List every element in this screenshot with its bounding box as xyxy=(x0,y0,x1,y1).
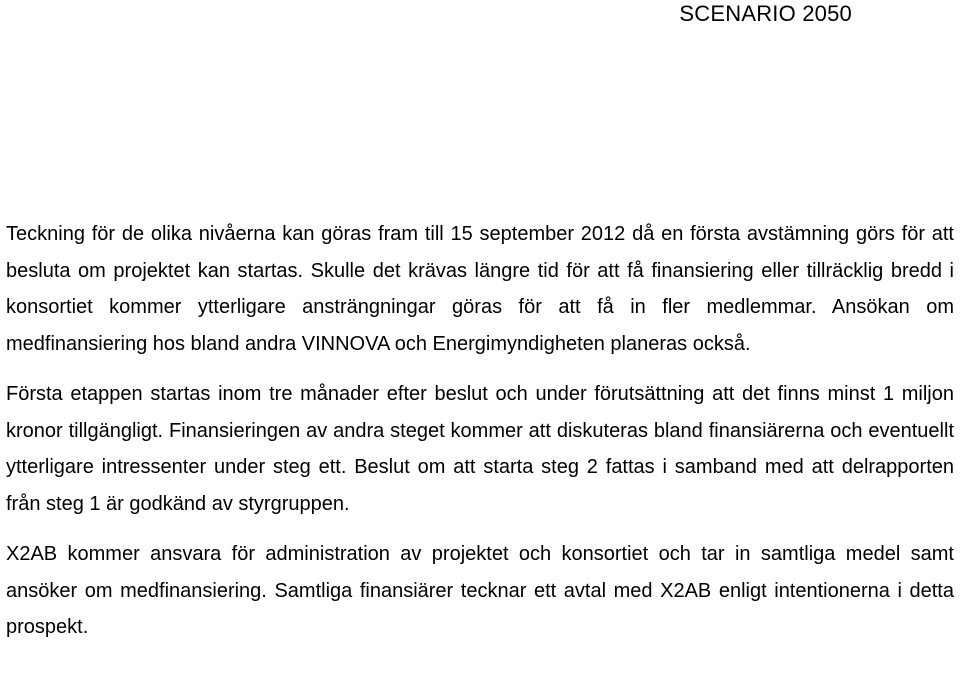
paragraph-first-stage: Första etappen startas inom tre månader efter beslut och under förutsättning att det finns minst 1 miljon kronor tillgängligt. Finansieringen av andra steget kommer att diskuteras bland finansiärerna och eventuellt ytterligare intressenter under steg ett. Beslut om att starta steg 2 fattas i samband med att delrapporten från steg 1 är godkänd av styrgruppen. xyxy=(6,383,954,515)
paragraph-signup-timeline: Teckning för de olika nivåerna kan göras fram till 15 september 2012 då en första avstämning görs för att besluta om projektet kan startas. Skulle det krävas längre tid för att få finansiering eller tillräcklig bredd i konsortiet kommer ytterligare ansträngningar göras för att få in fler medlemmar. Ansökan om medfinansiering hos bland andra VINNOVA och Energimyndigheten planeras också. xyxy=(6,223,954,355)
document-body xyxy=(6,216,954,646)
paragraph-administration: X2AB kommer ansvara för administration av projektet och konsortiet och tar in samtliga medel samt ansöker om medfinansiering. Samtliga finansiärer tecknar ett avtal med X2AB enligt intentionerna i detta prospekt. xyxy=(6,543,954,638)
page-header-title: SCENARIO 2050 xyxy=(679,1,852,26)
